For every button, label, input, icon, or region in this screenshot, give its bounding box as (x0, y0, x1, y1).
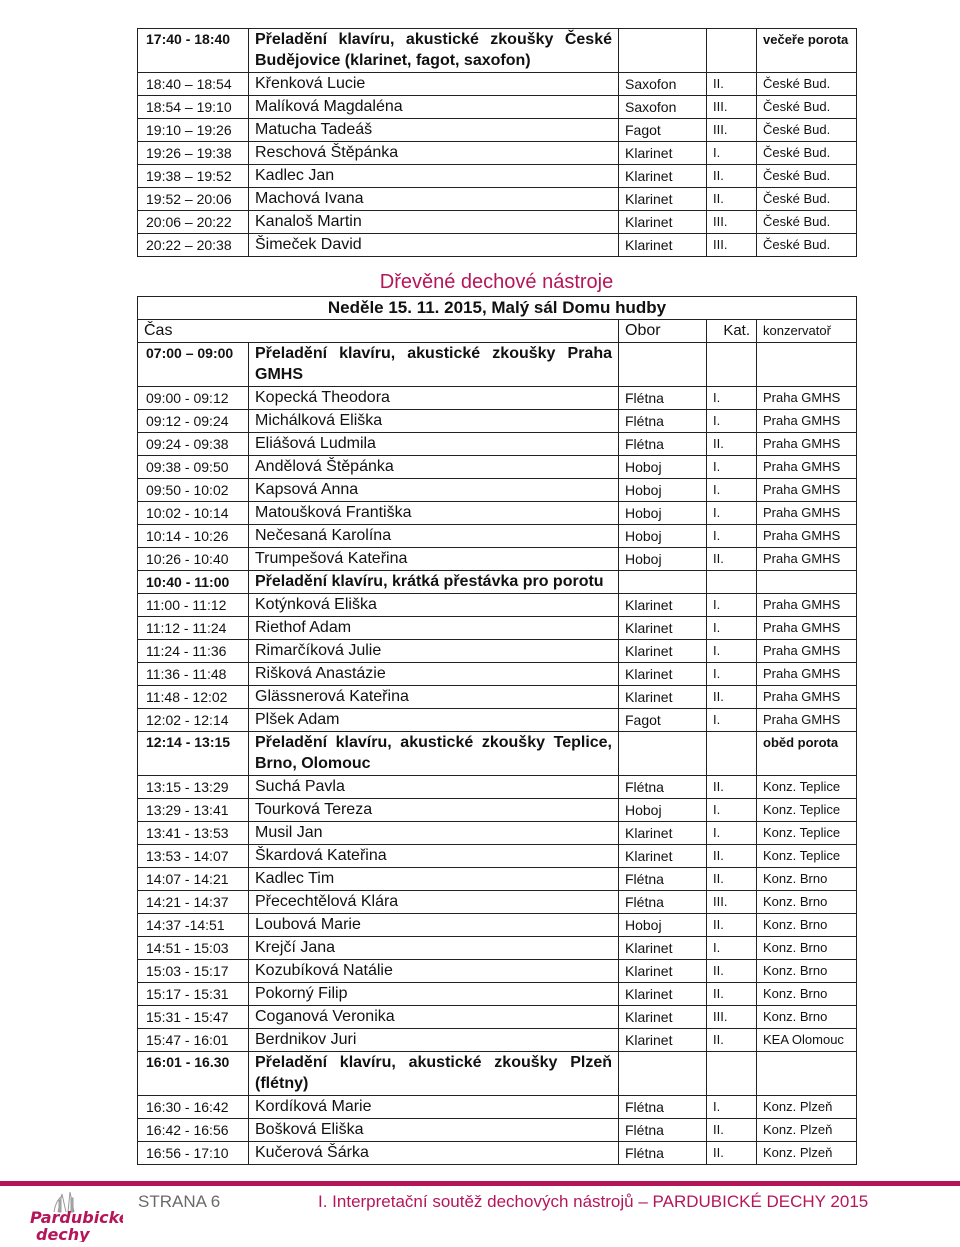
kat-cell: I. (707, 410, 757, 433)
kat-cell: III. (707, 234, 757, 257)
footer-bar (0, 1181, 960, 1186)
logo-line2: dechy (36, 1225, 90, 1242)
name-cell: Kordíková Marie (249, 1096, 619, 1119)
obor-cell: Klarinet (619, 983, 707, 1006)
konzervator-cell: Praha GMHS (757, 686, 857, 709)
obor-cell: Klarinet (619, 188, 707, 211)
name-cell: Přeladění klavíru, akustické zkoušky Teplice, Brno, Olomouc (249, 732, 619, 776)
konzervator-cell: Konz. Brno (757, 1006, 857, 1029)
kat-cell: II. (707, 983, 757, 1006)
obor-cell: Hoboj (619, 799, 707, 822)
table-row (138, 776, 857, 799)
break-row (138, 1052, 857, 1096)
kat-cell: II. (707, 776, 757, 799)
konzervator-cell: Praha GMHS (757, 479, 857, 502)
konzervator-cell: Konz. Brno (757, 983, 857, 1006)
table-row (138, 165, 857, 188)
konzervator-cell: Praha GMHS (757, 548, 857, 571)
table-row (138, 479, 857, 502)
konzervator-cell: Konz. Plzeň (757, 1119, 857, 1142)
konzervator-cell: Konz. Teplice (757, 799, 857, 822)
obor-cell: Klarinet (619, 617, 707, 640)
kat-cell: II. (707, 686, 757, 709)
obor-cell (619, 1052, 707, 1096)
obor-cell: Klarinet (619, 234, 707, 257)
name-cell: Pokorný Filip (249, 983, 619, 1006)
time-cell: 12:14 - 13:15 (138, 732, 249, 776)
kat-cell: I. (707, 456, 757, 479)
konzervator-cell: České Bud. (757, 165, 857, 188)
table-row (138, 142, 857, 165)
time-cell: 16:56 - 17:10 (138, 1142, 249, 1165)
name-cell: Přeladění klavíru, akustické zkoušky Plzeň (flétny) (249, 1052, 619, 1096)
footer-title: I. Interpretační soutěž dechových nástrojů – PARDUBICKÉ DECHY 2015 (318, 1192, 869, 1211)
time-cell: 10:40 - 11:00 (138, 571, 249, 594)
name-cell: Berdnikov Juri (249, 1029, 619, 1052)
obor-cell: Saxofon (619, 73, 707, 96)
obor-cell: Flétna (619, 1142, 707, 1165)
kat-cell: II. (707, 188, 757, 211)
konzervator-cell: Praha GMHS (757, 663, 857, 686)
obor-cell: Flétna (619, 868, 707, 891)
kat-cell: II. (707, 1119, 757, 1142)
obor-cell: Klarinet (619, 960, 707, 983)
obor-cell: Fagot (619, 709, 707, 732)
schedule-table-ceske-budejovice (137, 28, 857, 257)
time-cell: 12:02 - 12:14 (138, 709, 249, 732)
name-cell: Křenková Lucie (249, 73, 619, 96)
time-cell: 18:40 – 18:54 (138, 73, 249, 96)
name-cell: Musil Jan (249, 822, 619, 845)
time-cell: 14:07 - 14:21 (138, 868, 249, 891)
time-cell: 20:22 – 20:38 (138, 234, 249, 257)
obor-cell (619, 343, 707, 387)
time-cell: 15:31 - 15:47 (138, 1006, 249, 1029)
konzervator-cell: České Bud. (757, 119, 857, 142)
name-cell: Trumpešová Kateřina (249, 548, 619, 571)
table-row (138, 119, 857, 142)
name-cell: Matucha Tadeáš (249, 119, 619, 142)
table-row (138, 525, 857, 548)
table-row (138, 640, 857, 663)
break-row (138, 343, 857, 387)
konzervator-cell: Konz. Plzeň (757, 1142, 857, 1165)
time-cell: 15:03 - 15:17 (138, 960, 249, 983)
table-row (138, 73, 857, 96)
section-heading: Dřevěné dechové nástroje (379, 271, 614, 293)
name-cell: Šimeček David (249, 234, 619, 257)
kat-cell: II. (707, 1142, 757, 1165)
konzervator-cell: Praha GMHS (757, 525, 857, 548)
header-time: Čas (138, 320, 249, 343)
time-cell: 11:24 - 11:36 (138, 640, 249, 663)
konzervator-cell (757, 571, 857, 594)
time-cell: 16:42 - 16:56 (138, 1119, 249, 1142)
obor-cell: Klarinet (619, 663, 707, 686)
table-row (138, 960, 857, 983)
kat-cell: I. (707, 479, 757, 502)
table-row (138, 1142, 857, 1165)
obor-cell: Hoboj (619, 914, 707, 937)
pardubicke-dechy-logo (28, 1190, 123, 1242)
kat-cell: I. (707, 1096, 757, 1119)
name-cell: Loubová Marie (249, 914, 619, 937)
header-kat: Kat. (707, 320, 757, 343)
obor-cell: Flétna (619, 433, 707, 456)
kat-cell: I. (707, 502, 757, 525)
time-cell: 14:37 -14:51 (138, 914, 249, 937)
table-row (138, 663, 857, 686)
kat-cell: III. (707, 119, 757, 142)
name-cell: Coganová Veronika (249, 1006, 619, 1029)
name-cell: Eliášová Ludmila (249, 433, 619, 456)
name-cell: Bošková Eliška (249, 1119, 619, 1142)
name-cell: Suchá Pavla (249, 776, 619, 799)
logo-line1: Pardubické (30, 1208, 123, 1227)
header-name (249, 320, 619, 343)
obor-cell: Saxofon (619, 96, 707, 119)
table-row (138, 387, 857, 410)
obor-cell: Flétna (619, 1096, 707, 1119)
konzervator-cell: Praha GMHS (757, 594, 857, 617)
obor-cell: Flétna (619, 1119, 707, 1142)
obor-cell: Hoboj (619, 456, 707, 479)
name-cell: Machová Ivana (249, 188, 619, 211)
kat-cell: II. (707, 433, 757, 456)
obor-cell: Klarinet (619, 937, 707, 960)
obor-cell: Klarinet (619, 845, 707, 868)
name-cell: Přecechtělová Klára (249, 891, 619, 914)
obor-cell: Hoboj (619, 479, 707, 502)
name-cell: Nečesaná Karolína (249, 525, 619, 548)
time-cell: 09:50 - 10:02 (138, 479, 249, 502)
kat-cell: I. (707, 937, 757, 960)
obor-cell (619, 571, 707, 594)
name-cell: Riethof Adam (249, 617, 619, 640)
konzervator-cell: Praha GMHS (757, 502, 857, 525)
kat-cell: I. (707, 640, 757, 663)
konzervator-cell: oběd porota (757, 732, 857, 776)
konzervator-cell: Praha GMHS (757, 433, 857, 456)
time-cell: 09:38 - 09:50 (138, 456, 249, 479)
time-cell: 09:12 - 09:24 (138, 410, 249, 433)
time-cell: 14:51 - 15:03 (138, 937, 249, 960)
name-cell: Kanaloš Martin (249, 211, 619, 234)
header-konzervator: konzervatoř (757, 320, 857, 343)
time-cell: 19:38 – 19:52 (138, 165, 249, 188)
time-cell: 10:02 - 10:14 (138, 502, 249, 525)
page-number: STRANA 6 (138, 1192, 221, 1211)
kat-cell: I. (707, 617, 757, 640)
time-cell: 11:00 - 11:12 (138, 594, 249, 617)
break-row (138, 571, 857, 594)
table-row (138, 1096, 857, 1119)
konzervator-cell: Konz. Teplice (757, 845, 857, 868)
time-cell: 13:15 - 13:29 (138, 776, 249, 799)
kat-cell: II. (707, 914, 757, 937)
kat-cell: III. (707, 1006, 757, 1029)
konzervator-cell: Konz. Teplice (757, 776, 857, 799)
konzervator-cell: Praha GMHS (757, 709, 857, 732)
table-row (138, 937, 857, 960)
time-cell: 11:36 - 11:48 (138, 663, 249, 686)
kat-cell (707, 1052, 757, 1096)
kat-cell: I. (707, 387, 757, 410)
name-cell: Tourková Tereza (249, 799, 619, 822)
konzervator-cell: Konz. Brno (757, 914, 857, 937)
name-cell: Kapsová Anna (249, 479, 619, 502)
name-cell: Rimarčíková Julie (249, 640, 619, 663)
table-row (138, 822, 857, 845)
obor-cell: Klarinet (619, 686, 707, 709)
time-cell: 13:29 - 13:41 (138, 799, 249, 822)
name-cell: Krejčí Jana (249, 937, 619, 960)
table-row (138, 502, 857, 525)
obor-cell (619, 732, 707, 776)
kat-cell: I. (707, 525, 757, 548)
time-cell: 09:00 - 09:12 (138, 387, 249, 410)
table-row (138, 548, 857, 571)
name-cell: Malíková Magdaléna (249, 96, 619, 119)
name-cell: Michálková Eliška (249, 410, 619, 433)
name-cell: Kadlec Jan (249, 165, 619, 188)
break-row (138, 732, 857, 776)
time-cell: 17:40 - 18:40 (138, 29, 249, 73)
time-cell: 19:10 – 19:26 (138, 119, 249, 142)
time-cell: 20:06 – 20:22 (138, 211, 249, 234)
table-row (138, 709, 857, 732)
konzervator-cell: Konz. Brno (757, 868, 857, 891)
time-cell: 10:26 - 10:40 (138, 548, 249, 571)
table-row (138, 868, 857, 891)
kat-cell: I. (707, 663, 757, 686)
obor-cell: Hoboj (619, 502, 707, 525)
table-row (138, 1119, 857, 1142)
table-header-row (138, 320, 857, 343)
name-cell: Přeladění klavíru, krátká přestávka pro porotu (249, 571, 619, 594)
table-row (138, 845, 857, 868)
name-cell: Andělová Štěpánka (249, 456, 619, 479)
konzervator-cell: Konz. Brno (757, 891, 857, 914)
obor-cell: Fagot (619, 119, 707, 142)
konzervator-cell: Konz. Brno (757, 937, 857, 960)
time-cell: 13:53 - 14:07 (138, 845, 249, 868)
kat-cell: III. (707, 891, 757, 914)
name-cell: Přeladění klavíru, akustické zkoušky Praha GMHS (249, 343, 619, 387)
table-row (138, 914, 857, 937)
name-cell: Přeladění klavíru, akustické zkoušky České Budějovice (klarinet, fagot, saxofon) (249, 29, 619, 73)
kat-cell: II. (707, 548, 757, 571)
konzervator-cell: Praha GMHS (757, 410, 857, 433)
konzervator-cell: České Bud. (757, 73, 857, 96)
time-cell: 16:30 - 16:42 (138, 1096, 249, 1119)
time-cell: 15:47 - 16:01 (138, 1029, 249, 1052)
time-cell: 19:52 – 20:06 (138, 188, 249, 211)
time-cell: 18:54 – 19:10 (138, 96, 249, 119)
konzervator-cell (757, 343, 857, 387)
obor-cell: Klarinet (619, 822, 707, 845)
name-cell: Kučerová Šárka (249, 1142, 619, 1165)
time-cell: 07:00 – 09:00 (138, 343, 249, 387)
header-obor: Obor (619, 320, 707, 343)
obor-cell: Klarinet (619, 640, 707, 663)
kat-cell (707, 29, 757, 73)
konzervator-cell: Praha GMHS (757, 387, 857, 410)
konzervator-cell: České Bud. (757, 234, 857, 257)
time-cell: 13:41 - 13:53 (138, 822, 249, 845)
table-row (138, 617, 857, 640)
obor-cell: Klarinet (619, 1029, 707, 1052)
kat-cell: II. (707, 73, 757, 96)
name-cell: Matoušková Františka (249, 502, 619, 525)
section-subtitle: Neděle 15. 11. 2015, Malý sál Domu hudby (138, 297, 857, 320)
kat-cell: I. (707, 142, 757, 165)
time-cell: 10:14 - 10:26 (138, 525, 249, 548)
table-row (138, 983, 857, 1006)
konzervator-cell: České Bud. (757, 96, 857, 119)
name-cell: Kotýnková Eliška (249, 594, 619, 617)
break-row (138, 29, 857, 73)
kat-cell: I. (707, 822, 757, 845)
konzervator-cell (757, 1052, 857, 1096)
table-row (138, 686, 857, 709)
kat-cell: II. (707, 1029, 757, 1052)
table-row (138, 433, 857, 456)
name-cell: Kopecká Theodora (249, 387, 619, 410)
obor-cell: Flétna (619, 387, 707, 410)
time-cell: 09:24 - 09:38 (138, 433, 249, 456)
obor-cell: Hoboj (619, 525, 707, 548)
kat-cell: II. (707, 868, 757, 891)
table-row (138, 211, 857, 234)
konzervator-cell: večeře porota (757, 29, 857, 73)
konzervator-cell: Praha GMHS (757, 456, 857, 479)
time-cell: 15:17 - 15:31 (138, 983, 249, 1006)
table-row (138, 456, 857, 479)
kat-cell: II. (707, 165, 757, 188)
time-cell: 14:21 - 14:37 (138, 891, 249, 914)
obor-cell: Hoboj (619, 548, 707, 571)
table-row (138, 891, 857, 914)
name-cell: Reschová Štěpánka (249, 142, 619, 165)
konzervator-cell: České Bud. (757, 142, 857, 165)
konzervator-cell: České Bud. (757, 211, 857, 234)
table-row (138, 799, 857, 822)
name-cell: Plšek Adam (249, 709, 619, 732)
section-title (137, 268, 856, 296)
konzervator-cell: KEA Olomouc (757, 1029, 857, 1052)
table-row (138, 1029, 857, 1052)
konzervator-cell: Konz. Plzeň (757, 1096, 857, 1119)
time-cell: 19:26 – 19:38 (138, 142, 249, 165)
table-row (138, 188, 857, 211)
schedule-table-drevene (137, 296, 857, 1165)
konzervator-cell: Konz. Brno (757, 960, 857, 983)
table-row (138, 96, 857, 119)
table-row (138, 1006, 857, 1029)
obor-cell: Flétna (619, 410, 707, 433)
kat-cell (707, 571, 757, 594)
time-cell: 16:01 - 16.30 (138, 1052, 249, 1096)
time-cell: 11:48 - 12:02 (138, 686, 249, 709)
obor-cell: Klarinet (619, 142, 707, 165)
konzervator-cell: Konz. Teplice (757, 822, 857, 845)
kat-cell: I. (707, 594, 757, 617)
kat-cell: II. (707, 960, 757, 983)
table-row (138, 234, 857, 257)
kat-cell: II. (707, 845, 757, 868)
obor-cell: Klarinet (619, 1006, 707, 1029)
obor-cell: Flétna (619, 891, 707, 914)
kat-cell (707, 343, 757, 387)
kat-cell: I. (707, 799, 757, 822)
obor-cell: Flétna (619, 776, 707, 799)
obor-cell: Klarinet (619, 165, 707, 188)
obor-cell (619, 29, 707, 73)
konzervator-cell: České Bud. (757, 188, 857, 211)
konzervator-cell: Praha GMHS (757, 640, 857, 663)
kat-cell: I. (707, 709, 757, 732)
obor-cell: Klarinet (619, 594, 707, 617)
kat-cell: III. (707, 211, 757, 234)
name-cell: Glässnerová Kateřina (249, 686, 619, 709)
konzervator-cell: Praha GMHS (757, 617, 857, 640)
table-row (138, 410, 857, 433)
time-cell: 11:12 - 11:24 (138, 617, 249, 640)
obor-cell: Klarinet (619, 211, 707, 234)
name-cell: Kozubíková Natálie (249, 960, 619, 983)
name-cell: Kadlec Tim (249, 868, 619, 891)
kat-cell (707, 732, 757, 776)
name-cell: Škardová Kateřina (249, 845, 619, 868)
name-cell: Rišková Anastázie (249, 663, 619, 686)
kat-cell: III. (707, 96, 757, 119)
table-row (138, 594, 857, 617)
